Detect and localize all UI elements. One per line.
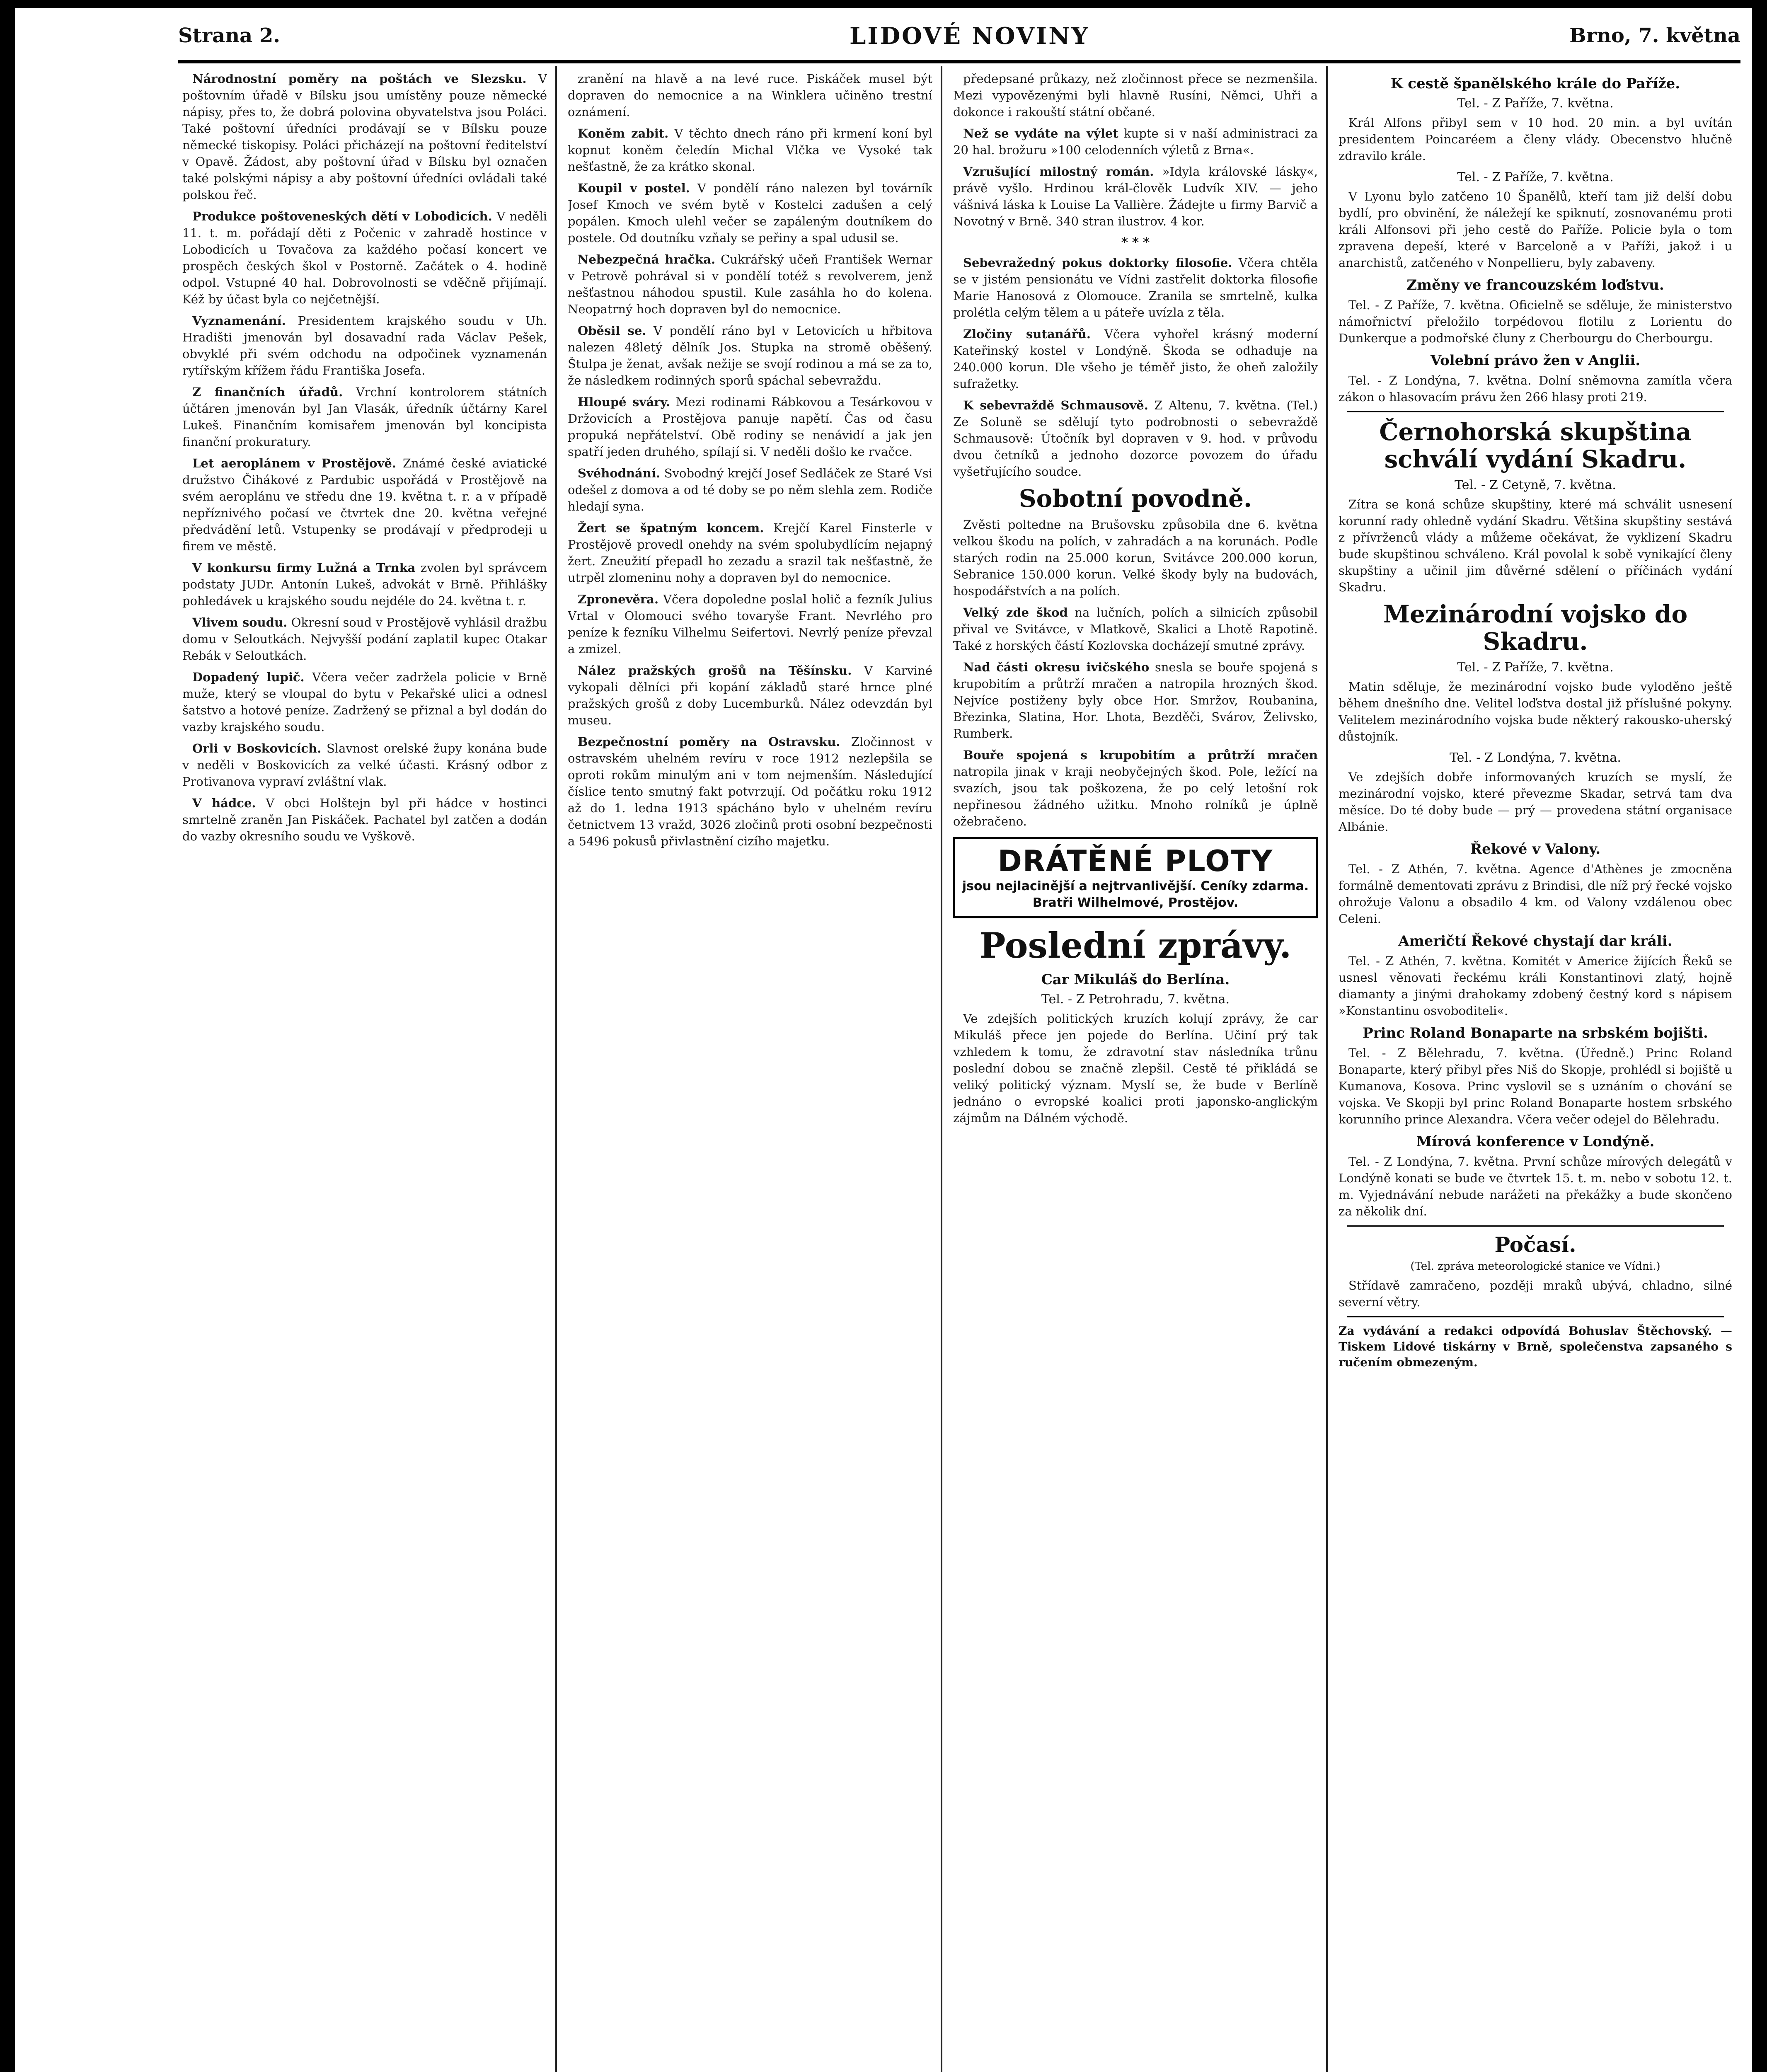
column-divider xyxy=(941,66,942,2072)
article-lead: Svéhodnání. xyxy=(578,466,661,480)
column-divider xyxy=(1326,66,1328,2072)
article-text: Presidentem krajského soudu v Uh. Hradišti jmenován byl dosavadní rada Václav Pešek, obvyklé při svém odchodu na odpočinek vyznamenán rytířským křížem řádu Františka Josefa. xyxy=(182,314,547,378)
article-text: snesla se bouře spojená s krupobitím a průtrží mračen a natropila hrozných škod. Nejvíce postiženy byly obce Hor. Smržov, Roubanina, Březinka, Slatina, Hor. Lhota, Bezděči, Svárov, Želivsko, Rumberk. xyxy=(953,660,1318,741)
article-text: Ve zdejších politických kruzích kolují zprávy, že car Mikuláš přece jen pojede do Berlína. Učiní prý tak vzhledem k tomu, že zdravotní stav následníka trůnu poslední dobou se značně zlepšil. Cestě té přikládá se veliký politický význam. Myslí se, že bude v Berlíně jednáno o evropské koalici proti japonsko-anglickým zájmům na Dálném východě. xyxy=(953,1012,1318,1125)
article-text: zvolen byl správcem podstaty JUDr. Antonín Lukeš, advokát v Brně. Přihlášky pohledávek u krajského soudu nejdéle do 24. května t. r. xyxy=(182,561,547,608)
article xyxy=(568,180,932,246)
section-headline: Mezinárodní vojsko do Skadru. xyxy=(1383,600,1688,656)
article xyxy=(953,397,1318,480)
article-subhead: Car Mikuláš do Berlína. xyxy=(1041,971,1230,988)
article-text: V Karviné vykopali dělníci při kopání základů staré hrnce plné pražských grošů z doby Lucemburků. Nález odevzdán byl museu. xyxy=(568,663,932,727)
article-text: »Idyla královské lásky«, právě vyšlo. Hrdinou král-člověk Ludvík XIV. — jeho vášnivá láska k Louise La Vallière. Žádejte u firmy Barvič a Novotný v Brně. 340 stran ilustrov. 4 kor. xyxy=(953,165,1318,228)
article-lead: Dopadený lupič. xyxy=(192,670,305,684)
article xyxy=(953,70,1318,120)
article-subhead: Volební právo žen v Anglii. xyxy=(1430,352,1641,369)
article-text: V neděli 11. t. m. pořádají děti z Počenic v zahradě hostince v Lobodicích u Tovačova za každého počasí koncert ve prospěch českých škol v Postorně. Začátek o 4. hodině odpol. Vstupné 40 hal. Dobrovolnosti se vděčně přijímají. Kéž by účast byla co nejčetnější. xyxy=(182,209,547,306)
article xyxy=(182,384,547,450)
separator xyxy=(1347,1225,1724,1227)
article-lead: Bouře spojená s krupobitím a průtrží mračen xyxy=(963,748,1318,762)
article xyxy=(182,70,547,203)
article-text: Z Altenu, 7. května. (Tel.) Ze Soluně se sdělují tyto podrobnosti o sebevraždě Schmausově: Útočník byl dopraven v 9. hod. v průvodu dvou četníků a jednoho dozorce povozem do úřadu vyšetřujícího soudce. xyxy=(953,398,1318,479)
separator xyxy=(1347,411,1724,412)
article-lead: Vzrušující milostný román. xyxy=(963,165,1154,179)
newspaper-title: LIDOVÉ NOVINY xyxy=(850,22,1090,50)
ad-line: jsou nejlacinější a nejtrvanlivější. Ceníky zdarma. xyxy=(962,879,1309,893)
article xyxy=(568,125,932,175)
article-text: kupte si v naší administraci za 20 hal. brožuru »100 celodenních výletů z Brna«. xyxy=(953,126,1318,157)
article-text: předepsané průkazy, než zločinnost přece se nezmenšila. Mezi vypovězenými byli hlavně Rusíni, Němci, Uhři a dokonce i rakouští státní občané. xyxy=(953,72,1318,119)
article-lead: Koupil v postel. xyxy=(578,181,690,195)
article xyxy=(568,520,932,586)
weather-heading: Počasí. xyxy=(1494,1232,1576,1257)
article-lead: V konkursu firmy Lužná a Trnka xyxy=(192,561,416,575)
dateline: Tel. - Z Cetyně, 7. května. xyxy=(1455,478,1616,492)
article-lead: Zpronevěra. xyxy=(578,592,659,606)
section-headline: Sobotní povodně. xyxy=(1019,484,1252,513)
article-lead: Žert se špatným koncem. xyxy=(578,521,764,535)
article xyxy=(568,322,932,389)
article-subhead: Změny ve francouzském loďstvu. xyxy=(1406,277,1664,293)
article-text: Tel. - Z Londýna, 7. května. Dolní sněmovna zamítla včera zákon o hlasovacím právu žen 266 hlasy proti 219. xyxy=(1339,373,1732,404)
article-lead: Zločiny sutanářů. xyxy=(963,327,1091,341)
advertisement xyxy=(953,837,1318,918)
article-text: Cukrářský učeň František Wernar v Petrově pohrával si v pondělí totéž s revolverem, jenž nešťastnou náhodou spustil. Kule zasáhla ho do kolena. Neopatrný hoch dopraven byl do nemocnice. xyxy=(568,252,932,316)
ad-headline: DRÁTĚNÉ PLOTY xyxy=(997,844,1273,878)
imprint: Za vydávání a redakci odpovídá Bohuslav Štěchovský. — Tiskem Lidové tiskárny v Brně, společenstva zapsaného s ručením obmezeným. xyxy=(1339,1324,1732,1369)
article-text: Tel. - Z Athén, 7. května. Agence d'Athènes je zmocněna formálně dementovati zprávu z Brindisi, dle níž prý řecké vojsko ohrožuje Valonu a obsadilo 4 km. od Valony vzdálenou obec Celeni. xyxy=(1339,862,1732,926)
article-lead: V hádce. xyxy=(192,796,256,810)
article-text: Zvěsti poltedne na Brušovsku způsobila dne 6. května velkou škodu na polích, v zahradách a na korunách. Podle starých rodin na 25.000 korun, Svitávce 200.000 korun, Sebranice 150.000 korun. Velké škody byly na budovách, hospodářstvích a na polích. xyxy=(953,518,1318,598)
page-header xyxy=(178,24,1740,57)
article-text: V Lyonu bylo zatčeno 10 Španělů, kteří tam již delší dobu bydlí, pro obvinění, že náležejí ke spiknutí, zosnovanému proti králi Alfonsovi při jeho cestě do Paříže. Policie byla o tom zpravena depeší, které v Barceloně a v Paříži, jakož i u anarchistů, zatčeného v Nonpellieru, byly zabaveny. xyxy=(1339,189,1732,270)
article-text: Král Alfons přibyl sem v 10 hod. 20 min. a byl uvítán presidentem Poincaréem a členy vlády. Obecenstvo hlučně zdravilo krále. xyxy=(1339,116,1732,163)
column-1 xyxy=(182,70,547,2072)
article-lead: Nad části okresu ivičského xyxy=(963,660,1150,674)
article-text: V poštovním úřadě v Bílsku jsou umístěny pouze německé nápisy, přes to, že dobrá polovina obyvatelstva jsou Poláci. Také poštovní úředníci prodávají se v Bílsku pouze německé tiskopisy. Poláci přicházejí na poštovní ředitelství v Opavě. Žádost, aby poštovní úřad v Bílsku byl označen také polskými nápisy a aby poštovní úředníci ovládali také polskou řeč. xyxy=(182,72,547,202)
article-subhead: Princ Roland Bonaparte na srbském bojišti. xyxy=(1363,1025,1708,1041)
dateline: Tel. - Z Petrohradu, 7. května. xyxy=(1041,992,1230,1007)
article xyxy=(953,326,1318,392)
article xyxy=(182,740,547,790)
article-text: natropila jinak v kraji neobyčejných škod. Pole, ležící na svazích, jsou tak poškozena, že po celý letošní rok nepřinesou žádného užitku. Mnoho rolníků je úplně ožebračeno. xyxy=(953,765,1318,828)
article-text: Krejčí Karel Finsterle v Prostějově provedl onehdy na svém spolubydlícím nejapný žert. Zneužití přepadl ho zezadu a srazil tak nešťastně, že utrpěl zlomeninu nohy a dopraven byl do nemocnice. xyxy=(568,521,932,585)
article xyxy=(568,465,932,515)
article-subhead: Řekové v Valony. xyxy=(1470,841,1601,857)
article-text: V těchto dnech ráno při krmení koní byl kopnut koněm čeledín Michal Vlčka ve Vysoké tak nešťastně, že za krátko skonal. xyxy=(568,126,932,174)
article-text: Ve zdejších dobře informovaných kruzích se myslí, že mezinárodní vojsko, které převezme Skadar, setrvá tam dva měsíce. Do té doby bude — prý — provedena státní organisace Albánie. xyxy=(1339,770,1732,834)
ad-line: Bratři Wilhelmové, Prostějov. xyxy=(1032,896,1239,910)
latest-news-headline: Poslední zprávy. xyxy=(979,925,1292,966)
article-lead: Z finančních úřadů. xyxy=(192,385,343,399)
article-lead: Bezpečnostní poměry na Ostravsku. xyxy=(578,735,840,749)
article xyxy=(953,604,1318,654)
article xyxy=(568,251,932,317)
article-text: Matin sděluje, že mezinárodní vojsko bude vyloděno ještě během dnešního dne. Velitel loďstva dostal již příslušné pokyny. Velitelem mezinárodního vojska bude některý rakousko-uherský důstojník. xyxy=(1339,680,1732,743)
page-number: Strana 2. xyxy=(178,24,281,47)
article-text: Slavnost orelské župy konána bude v neděli v Boskovicích za velké účasti. Krásný odbor z Protivanova vypraví zvláštní vlak. xyxy=(182,741,547,789)
article xyxy=(182,669,547,735)
article-text: V pondělí ráno byl v Letovicích u hřbitova nalezen 48letý dělník Jos. Stupka na stromě oběšený. Štulpa je ženat, avšak nežije se svojí rodinou a má se za to, že následkem rodinných sporů spáchal sebevraždu. xyxy=(568,324,932,387)
article xyxy=(568,591,932,657)
article xyxy=(953,659,1318,742)
article-lead: Orli v Boskovicích. xyxy=(192,741,322,755)
article xyxy=(182,559,547,609)
article xyxy=(182,208,547,307)
article xyxy=(182,614,547,664)
article-text: Mezi rodinami Rábkovou a Tesárkovou v Držovicích a Prostějova panuje napětí. Čas od času propuká nepřátelství. Obě rodiny se nenávidí a jak jen spatří jeden druhého, spílají si. V neděli došlo ke rvačce. xyxy=(568,395,932,459)
article-lead: Nález pražských grošů na Těšínsku. xyxy=(578,663,852,678)
article-lead: K sebevraždě Schmausově. xyxy=(963,398,1148,412)
dateline: Tel. - Z Paříže, 7. května. xyxy=(1457,660,1614,675)
issue-date: Brno, 7. května xyxy=(1569,24,1740,47)
article-lead: Produkce poštoveneských dětí v Lobodicích. xyxy=(192,209,492,223)
article-lead: Nebezpečná hračka. xyxy=(578,252,716,266)
section-headline: Černohorská skupština schválí vydání Skadru. xyxy=(1379,418,1692,473)
article xyxy=(568,394,932,460)
article-text: Zločinnost v ostravském uhelném revíru v roce 1912 nezlepšila se oproti rokům minulým ani v tom nejmenším. Následující číslice tento smutný fakt potvrzují. Od počátku roku 1912 až do 1. ledna 1913 spácháno bylo v uhelném revíru četnictvem 13 vražd, 3026 zločinů proti osobní bezpečnosti a 5496 pokusů přivlastnění cizího majetku. xyxy=(568,735,932,848)
article-text: Tel. - Z Athén, 7. května. Komitét v Americe žijících Řeků se usnesl věnovati řeckému králi Konstantinovi zlatý, hojně diamanty a jinými drahokamy zdobený čestný kord s nápisem »Konstantinu osvoboditeli«. xyxy=(1339,954,1732,1018)
article xyxy=(182,455,547,554)
article-lead: Vyznamenání. xyxy=(192,314,286,328)
article-text: Tel. - Z Bělehradu, 7. května. (Úředně.) Princ Roland Bonaparte, který přibyl přes Niš do Skopje, prohlédl si bojiště u Kumanova, Kosova. Princ vyslovil se s uznáním o chování se vojska. Ve Skopji byl princ Roland Bonaparte hostem srbského korunního prince Alexandra. Včera večer odejel do Bělehradu. xyxy=(1339,1046,1732,1126)
article-lead: Oběsil se. xyxy=(578,324,646,338)
column-2 xyxy=(568,70,932,2072)
article-text: Včera chtěla se v jistém pensionátu ve Vídni zastřelit doktorka filosofie Marie Hanosová z Olomouce. Zranila se smrtelně, kulka prolétla celým tělem a u páteře uvízla z těla. xyxy=(953,256,1318,320)
article-text: Okresní soud v Prostějově vyhlásil dražbu domu v Seloutkách. Nejvyšší podání zaplatil kupec Otakar Rebák v Seloutkách. xyxy=(182,615,547,663)
article xyxy=(953,516,1318,599)
article-text: Tel. - Z Londýna, 7. května. První schůze mírových delegátů v Londýně konati se bude ve čtvrtek 15. t. m. nebo v sobotu 12. t. m. Vyjednávání nebude narážeti na překážky a bude skončeno za několik dní. xyxy=(1339,1155,1732,1218)
dateline: Tel. - Z Paříže, 7. května. xyxy=(1457,170,1614,184)
dateline: Tel. - Z Londýna, 7. května. xyxy=(1450,750,1621,765)
article-lead: Než se vydáte na výlet xyxy=(963,126,1118,140)
article-lead: Sebevražedný pokus doktorky filosofie. xyxy=(963,256,1232,270)
article-subhead: Mírová konference v Londýně. xyxy=(1416,1133,1655,1150)
article-lead: Vlivem soudu. xyxy=(192,615,288,629)
article-text: Včera vyhořel krásný moderní Kateřinský kostel v Londýně. Škoda se odhaduje na 240.000 korun. Dle všeho je téměř jisto, že oheň založily sufražetky. xyxy=(953,327,1318,391)
article xyxy=(953,163,1318,230)
section-stars: * * * xyxy=(1121,235,1150,250)
header-rule xyxy=(178,60,1740,63)
article-subhead: K cestě španělského krále do Paříže. xyxy=(1390,75,1680,92)
article-text: Včera večer zadržela policie v Brně muže, který se vloupal do bytu v Pekařské ulici a odnesl šatstvo a hotové peníze. Zadržený se přiznal a byl dodán do vazby krajského soudu. xyxy=(182,670,547,734)
article-subhead: Američtí Řekové chystají dar králi. xyxy=(1398,933,1673,949)
article-text: Známé české aviatické družstvo Čihákové z Pardubic uspořádá v Prostějově na svém aeroplánu ve středu dne 19. května t. r. a v případě nepříznivého počasí ve čtvrtek dne 20. května veřejné předvádění letů. Vstupenky se prodávají v předprodeji u firem ve městě. xyxy=(182,456,547,553)
article-text: Včera dopoledne poslal holič a fezník Julius Vrtal v Olomouci svého tovaryše Frant. Nevrlého pro peníze k fezníku Vilhelmu Seifertovi. Nevrlý peníze převzal a zmizel. xyxy=(568,592,932,656)
article xyxy=(568,662,932,729)
article xyxy=(568,70,932,120)
article-text: na lučních, polích a silnicích způsobil přival ve Svitávce, v Mlatkově, Skalici a Lhotě Rapotině. Také z horských částí Kozlovska docházejí smutné zprávy. xyxy=(953,605,1318,653)
article xyxy=(953,254,1318,321)
article-lead: Velký zde škod xyxy=(963,605,1068,620)
column-4 xyxy=(1339,70,1732,2072)
weather-text: Střídavě zamračeno, později mraků ubývá, chladno, silné severní větry. xyxy=(1339,1278,1732,1309)
separator xyxy=(1347,1316,1724,1317)
article-lead: Koněm zabit. xyxy=(578,126,669,140)
weather-source: (Tel. zpráva meteorologické stanice ve Vídni.) xyxy=(1410,1260,1660,1273)
dateline: Tel. - Z Paříže, 7. května. xyxy=(1457,96,1614,111)
article-text: V obci Holštejn byl při hádce v hostinci smrtelně zraněn Jan Piskáček. Pachatel byl zatčen a dodán do vazby okresního soudu ve Vyškově. xyxy=(182,796,547,843)
article-text: Vrchní kontrolorem státních účtáren jmenován byl Jan Vlasák, úředník účtárny Karel Lukeš. Finančním komisařem jmenován byl koncipista finanční prokuratury. xyxy=(182,385,547,449)
article-text: Svobodný krejčí Josef Sedláček ze Staré Vsi odešel z domova a od té doby se po něm slehla zem. Rodiče hledají syna. xyxy=(568,466,932,513)
article-text: Zítra se koná schůze skupštiny, které má schválit usnesení korunní rady ohledně vydání Skadru. Většina skupštiny sestává z přívrženců vlády a můžeme očekávat, že vyklizení Skadru bude skupštinou schváleno. Král povolal k sobě vynikající členy skupštiny a učinil jim důvěrné sdělení o příčinách vydání Skadru. xyxy=(1339,497,1732,594)
article-text: Tel. - Z Paříže, 7. května. Oficielně se sděluje, že ministerstvo námořnictví přeložilo torpédovou flotilu z Lorientu do Dunkerque a podmořské čluny z Cherbourgu do Cherbourgu. xyxy=(1339,298,1732,345)
article xyxy=(182,312,547,379)
article-text: zranění na hlavě a na levé ruce. Piskáček musel být dopraven do nemocnice a na Winklera učiněno trestní oznámení. xyxy=(568,72,932,119)
article-text: V pondělí ráno nalezen byl továrník Josef Kmoch ve svém bytě v Kostelci zadušen a celý popálen. Kmoch ulehl večer se zapáleným doutníkem do postele. Od doutníku vzňaly se peřiny a spal udusil se. xyxy=(568,181,932,245)
article-lead: Let aeroplánem v Prostějově. xyxy=(192,456,396,470)
article-lead: Národnostní poměry na poštách ve Slezsku. xyxy=(192,72,527,86)
article xyxy=(953,125,1318,158)
article-lead: Hloupé sváry. xyxy=(578,395,670,409)
article xyxy=(182,795,547,845)
column-divider xyxy=(555,66,557,2072)
column-3 xyxy=(953,70,1318,2072)
article xyxy=(568,733,932,850)
article xyxy=(953,747,1318,830)
